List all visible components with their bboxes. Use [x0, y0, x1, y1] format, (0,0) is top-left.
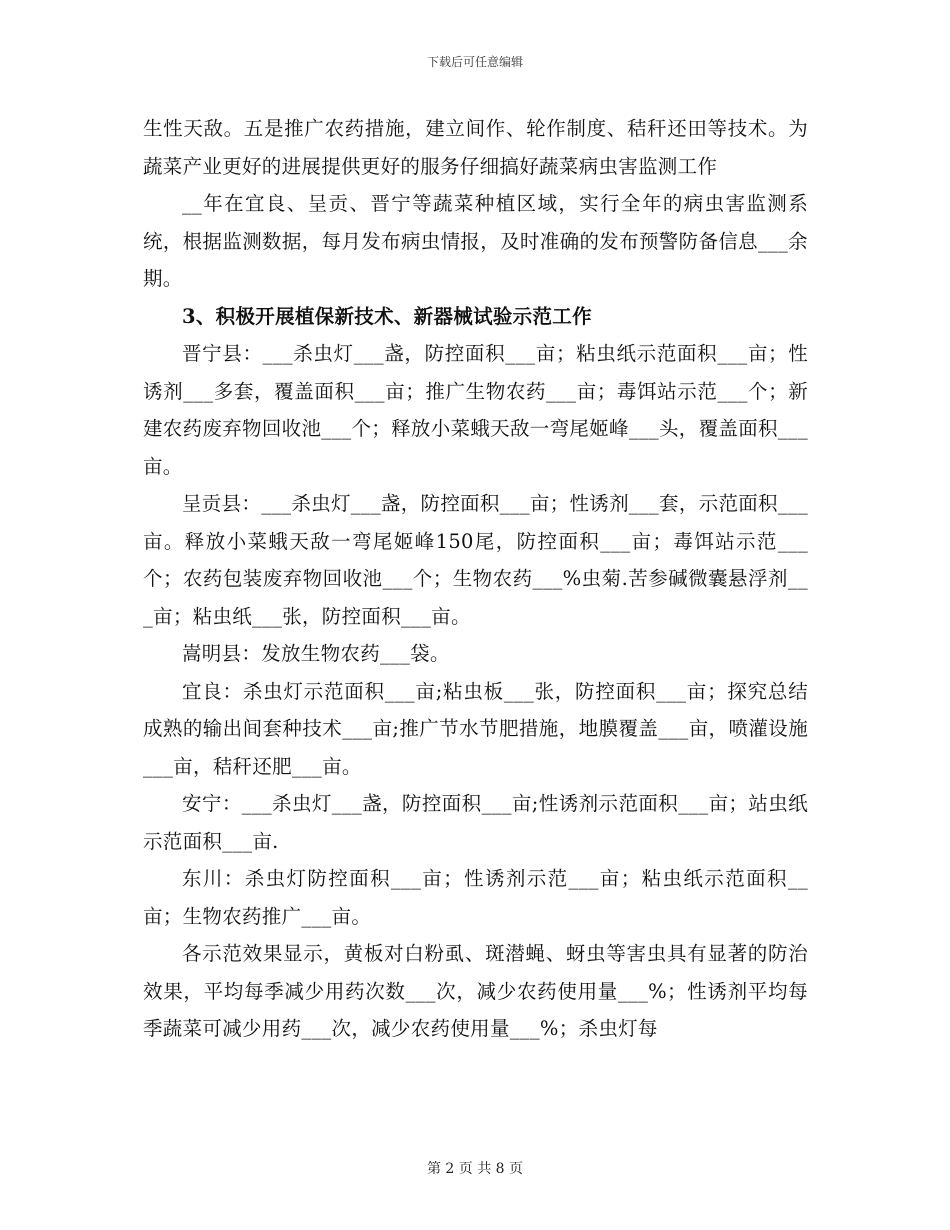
section-heading: 3、积极开展植保新技术、新器械试验示范工作: [182, 304, 592, 328]
page-header: 下载后可任意编辑: [426, 55, 523, 69]
paragraph: 宜良：杀虫灯示范面积___亩;粘虫板___张，防控面积___亩；探究总结成熟的输出间套种技术___亩;推广节水节肥措施，地膜覆盖___亩，喷灌设施___亩，秸秆还肥___亩。: [143, 679, 808, 778]
paragraph: 东川：杀虫灯防控面积___亩；性诱剂示范___亩；粘虫纸示范面积__亩；生物农药推广___亩。: [143, 867, 808, 928]
paragraph: 晋宁县：___杀虫灯___盏，防控面积___亩；粘虫纸示范面积___亩；性诱剂___多套，覆盖面积___亩；推广生物农药___亩；毒饵站示范___个；新建农药废弃物回收池___个；释放小菜蛾天敌一弯尾姬峰___头，覆盖面积___亩。: [143, 342, 808, 478]
paragraph: __年在宜良、呈贡、晋宁等蔬菜种植区域，实行全年的病虫害监测系统，根据监测数据，每月发布病虫情报，及时准确的发布预警防备信息___余期。: [143, 192, 808, 290]
document-body: [143, 110, 808, 1048]
page-footer: 第 2 页 共 8 页: [426, 1161, 524, 1177]
paragraph: 生性天敌。五是推广农药措施，建立间作、轮作制度、秸秆还田等技术。为蔬菜产业更好的进展提供更好的服务仔细搞好蔬菜病虫害监测工作: [143, 117, 808, 178]
paragraph: 嵩明县：发放生物农药___袋。: [182, 642, 450, 665]
paragraph: 安宁：___杀虫灯___盏，防控面积___亩;性诱剂示范面积___亩；站虫纸示范面积___亩.: [143, 792, 808, 853]
paragraph: 呈贡县：___杀虫灯___盏，防控面积___亩；性诱剂___套，示范面积___亩。释放小菜蛾天敌一弯尾姬峰150尾，防控面积___亩；毒饵站示范___个；农药包装废弃物回收池___个；生物农药___%虫菊.苦参碱微囊悬浮剂___亩；粘虫纸___张，防控面积___亩。: [143, 492, 808, 628]
paragraph: 各示范效果显示，黄板对白粉虱、斑潜蝇、蚜虫等害虫具有显著的防治效果，平均每季减少用药次数___次，减少农药使用量___%；性诱剂平均每季蔬菜可减少用药___次，减少农药使用量___%；杀虫灯每: [143, 942, 808, 1040]
